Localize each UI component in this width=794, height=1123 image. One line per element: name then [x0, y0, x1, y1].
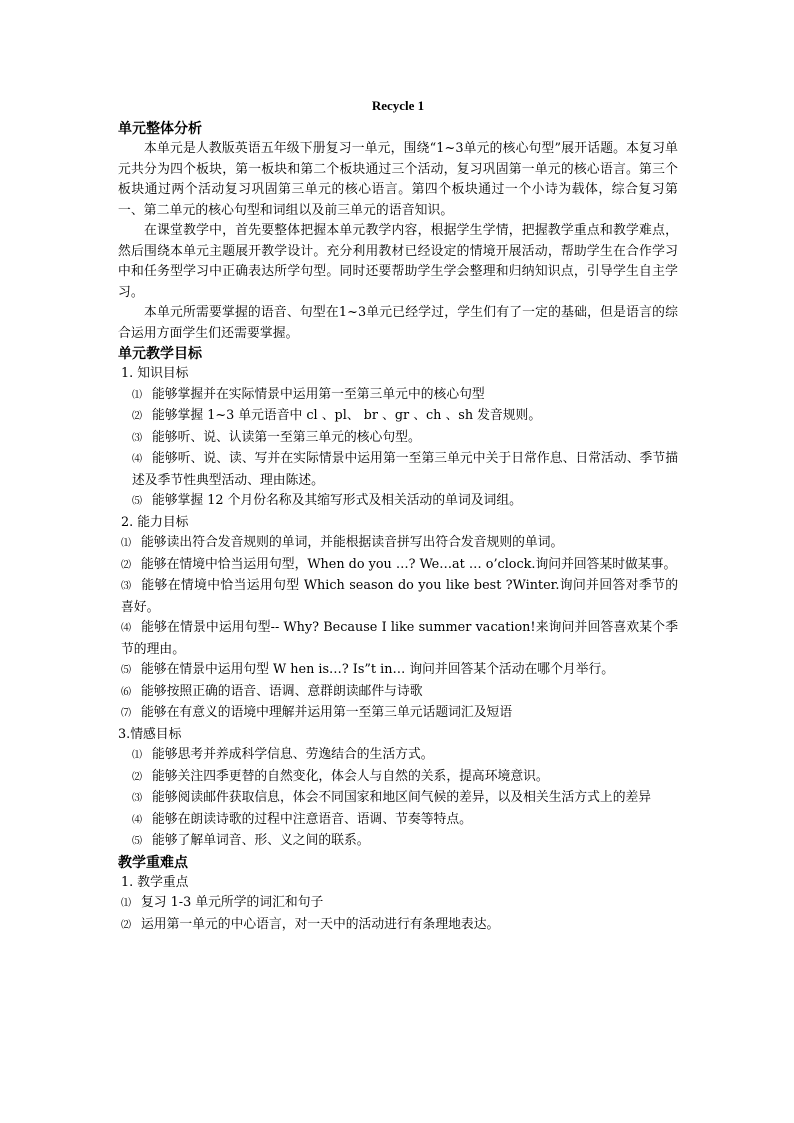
objective-item: ⑴ 能够读出符合发音规则的单词，并能根据读音拼写出符合发音规则的单词。	[121, 535, 564, 550]
objective-item: ⑶ 能够阅读邮件获取信息，体会不同国家和地区间气候的差异，以及相关生活方式上的差异	[132, 790, 652, 805]
objective-group-label: 3.情感目标	[118, 726, 182, 742]
objective-group-label: 1. 知识目标	[121, 366, 189, 381]
keypoint-item: ⑴ 复习 1-3 单元所学的词汇和句子	[121, 895, 324, 910]
objective-item: ⑶ 能够在情境中恰当运用句型 Which season do you like best ?Winter.询问并回答对季节的喜好。	[121, 578, 678, 615]
document-page	[118, 96, 678, 936]
objective-item: ⑷ 能够听、说、读、写并在实际情景中运用第一至第三单元中关于日常作息、日常活动、季节描述及季节性典型活动、理由陈述。	[132, 451, 678, 488]
document-title: Recycle 1	[371, 98, 425, 113]
objective-item: ⑸ 能够在情景中运用句型 W hen is…? Is”t in… 询问并回答某个活动在哪个月举行。	[121, 662, 615, 677]
objective-item: ⑵ 能够在情境中恰当运用句型，When do you …? We…at … o’clock.询问并回答某时做某事。	[121, 556, 677, 572]
heading-keypoints: 教学重难点	[118, 854, 188, 871]
objective-item: ⑴ 能够掌握并在实际情景中运用第一至第三单元中的核心句型	[132, 386, 485, 402]
objective-group-label: 2. 能力目标	[121, 514, 189, 530]
keypoint-item: ⑵ 运用第一单元的中心语言，对一天中的活动进行有条理地表达。	[121, 916, 500, 932]
objective-item: ⑺ 能够在有意义的语境中理解并运用第一至第三单元话题词汇及短语	[121, 705, 513, 720]
keypoint-group-label: 1. 教学重点	[121, 874, 189, 890]
analysis-paragraph: 本单元所需要掌握的语音、句型在1~3单元已经学过，学生们有了一定的基础，但是语言的综合运用方面学生们还需要掌握。	[118, 305, 678, 341]
analysis-paragraph: 本单元是人教版英语五年级下册复习一单元，围绕“1~3单元的核心句型”展开话题。本复习单元共分为四个板块，第一板块和第二个板块通过三个活动，复习巩固第一单元的核心语言。第三个板块通过两个活动复习巩固第三单元的核心语言。第四个板块通过一个小诗为载体，综合复习第一、第二单元的核心句型和词组以及前三单元的语音知识。	[118, 141, 678, 218]
objective-item: ⑵ 能够关注四季更替的自然变化，体会人与自然的关系，提高环境意识。	[132, 768, 549, 784]
analysis-paragraph: 在课堂教学中，首先要整体把握本单元教学内容，根据学生学情，把握教学重点和教学难点，然后围绕本单元主题展开教学设计。充分利用教材已经设定的情境开展活动，帮助学生在合作学习中和任务型学习中正确表达所学句型。同时还要帮助学生学会整理和归纳知识点，引导学生自主学习。	[118, 223, 678, 300]
objective-item: ⑷ 能够在情景中运用句型-- Why? Because I like summer vacation!来询问并回答喜欢某个季节的理由。	[121, 620, 678, 657]
objective-item: ⑵ 能够掌握 1~3 单元语音中 cl 、pl、 br 、gr 、ch 、sh 发音规则。	[132, 408, 542, 423]
objective-item: ⑸ 能够掌握 12 个月份名称及其缩写形式及相关活动的单词及词组。	[132, 493, 522, 508]
objective-item: ⑴ 能够思考并养成科学信息、劳逸结合的生活方式。	[132, 747, 434, 762]
objective-item: ⑹ 能够按照正确的语音、语调、意群朗读邮件与诗歌	[121, 683, 423, 699]
heading-analysis: 单元整体分析	[118, 121, 202, 137]
objective-item: ⑸ 能够了解单词音、形、义之间的联系。	[132, 833, 370, 848]
objective-item: ⑶ 能够听、说、认读第一至第三单元的核心句型。	[132, 429, 421, 445]
heading-objectives: 单元教学目标	[118, 346, 202, 362]
objective-item: ⑷ 能够在朗读诗歌的过程中注意语音、语调、节奏等特点。	[132, 811, 472, 827]
